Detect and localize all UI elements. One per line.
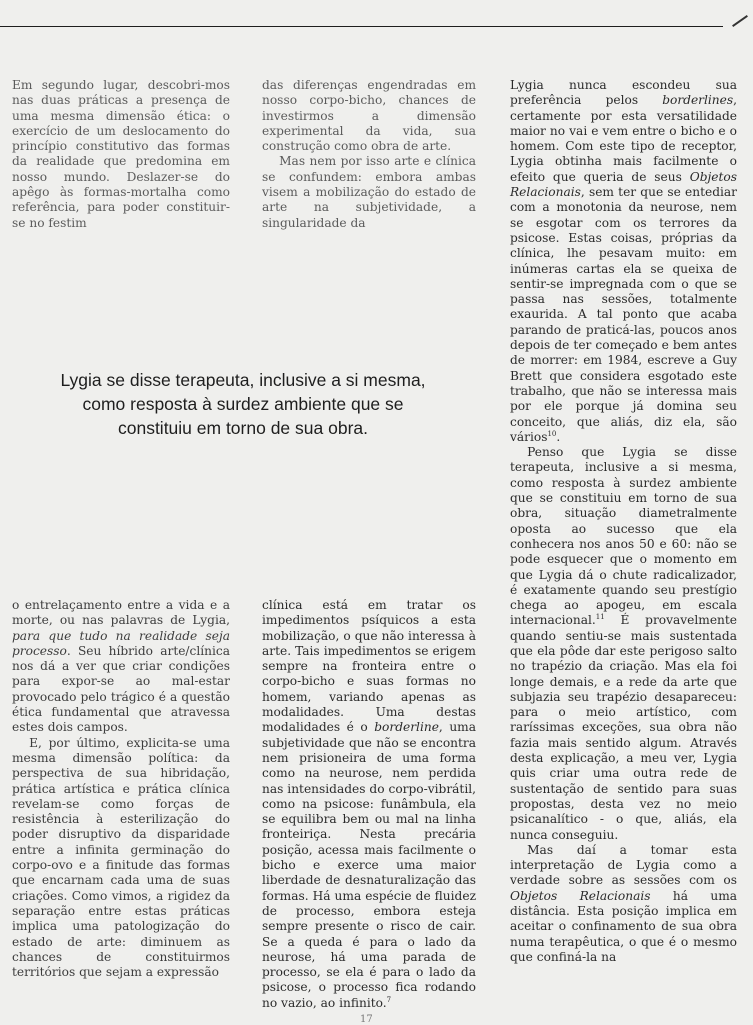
col1-bottom-paragraph-2: E, por último, explicita-se uma mesma dimensão política: da perspectiva de sua hibridação, prática artística e prática clínica revelam-se como forças de resistência à esterilização do poder disruptivo da disparidade entre a infinita germinação do corpo-ovo e a finitude das formas que encarnam cada uma de suas criações. Como vimos, a rigidez da separação entre estas práticas implica uma patologização do estado de arte: diminuem as chances de constituirmos territórios que sejam a expressão [12, 735, 230, 980]
col2-top-paragraph-2: Mas nem por isso arte e clínica se confundem: embora ambas visem a mobilização do estado de arte na subjetividade, a singularidade da [262, 154, 476, 230]
pull-quote-line-3: constituiu em torno de sua obra. [117, 418, 368, 438]
column-2-top [262, 78, 476, 231]
corner-mark [732, 15, 748, 27]
page-number: 17 [360, 1014, 373, 1025]
pull-quote-line-2: como resposta à surdez ambiente que se [82, 394, 404, 414]
column-3 [510, 78, 737, 965]
col2-bottom-paragraph: clínica está em tratar os impedimentos psíquicos a esta mobilização, o que não interessa à arte. Tais impedimentos se erigem sempre na fronteira entre o corpo-bicho e suas formas no homem, variando apenas as modalidades. Uma destas modalidades é o borderline, uma subjetividade que não se encontra nem prisioneira de uma forma como na neurose, nem perdida nas intensidades do corpo-vibrátil, como na psicose: funâmbula, ela se equilibra bem ou mal na linha fronteiriça. Nesta precária posição, acessa mais facilmente o bicho e exerce uma maior liberdade de desnaturalização das formas. Há uma espécie de fluidez de processo, embora esteja sempre presente o risco de cair. Se a queda é para o lado da neurose, há uma parada de processo, se ela é para o lado da psicose, o processo fica rodando no vazio, ao infinito.$^7$ [262, 598, 476, 1010]
footnote-ref-11: 11 [595, 613, 605, 622]
col1-top-paragraph: Em segundo lugar, descobri-mos nas duas práticas a presença de uma mesma dimensão ética: o exercício de um deslocamento do princípio constitutivo das formas da realidade que predomina em nosso mundo. Deslazer-se do apêgo às formas-mortalha como referência, para poder constituir-se no festim [12, 78, 230, 230]
col3-paragraph-3: Mas daí a tomar esta interpretação de Lygia como a verdade sobre as sessões com os Objetos Relacionais há uma distância. Esta posição implica em aceitar o confinamento de sua obra numa terapêutica, o que é o mesmo que confiná-la na [510, 842, 738, 964]
col3-paragraph-1: Lygia nunca escondeu sua preferência pelos borderlines, certamente por esta versatilidade maior no vai e vem entre o bicho e o homem. Com este tipo de receptor, Lygia obtinha mais facilmente o efeito que queria de seus Objetos Relacionais, sem ter que se entediar com a monotonia da neurose, nem se esgotar com os terrores da psicose. Estas coisas, próprias da clínica, lhe pesavam muito: em inúmeras cartas ela se queixa de sentir-se impregnada com o que se passa nas sessões, totalmente exaurida. A tal ponto que acaba parando de praticá-las, poucos anos depois de ter começado e bem antes de morrer: em 1984, escreve a Guy Brett que considera esgotado este trabalho, que não se interessa mais por ele porque já domina seu conceito, que aliás, diz ela, são vários$^{10}$. [510, 78, 737, 444]
pull-quote-line-1: Lygia se disse terapeuta, inclusive a si mesma, [60, 370, 426, 390]
footnote-ref-10: 10 [547, 429, 557, 438]
pull-quote [30, 368, 456, 440]
top-rule [0, 26, 723, 27]
footnote-ref-7: 7 [386, 995, 392, 1004]
col3-paragraph-2: Penso que Lygia se disse terapeuta, inclusive a si mesma, como resposta à surdez ambiente que se constituiu em torno de sua obra, situação diametralmente oposta ao sucesso que ela conhecera nos anos 50 e 60: não se pode esquecer que o momento em que Lygia dá o chute radicalizador, é exatamente quando seu prestígio chega ao apogeu, em escala internacional.$^{11}$ É provavelmente quando sentiu-se mais sustentada que ela pôde dar este perigoso salto no trapézio da criação. Mas ela foi longe demais, e a rede da arte que subjazia seu trapézio desapareceu: para o meio artístico, com raríssimas exceções, sua obra não fazia mais sentido algum. Através desta explicação, a meu ver, Lygia quis criar uma outra rede de sustentação de sentido para suas propostas, desta vez no meio psicanalítico - o que, aliás, ela nunca conseguiu. [510, 445, 737, 842]
column-2-bottom [262, 598, 476, 1011]
borderline-term: borderline [374, 720, 439, 735]
col2-top-paragraph-1: das diferenças engendradas em nosso corpo-bicho, chances de investirmos a dimensão experimental da vida, sua construção como obra de arte. [262, 78, 476, 154]
col1-bottom-paragraph-1: o entrelaçamento entre a vida e a morte, ou nas palavras de Lygia, para que tudo na realidade seja processo. Seu híbrido arte/clínica nos dá a ver que criar condições para expor-se ao mal-estar provocado pelo trágico é a questão ética fundamental que atravessa estes dois campos. [12, 598, 230, 735]
column-1-bottom [12, 598, 230, 980]
column-1-top [12, 78, 230, 231]
lygia-quote: para que tudo na realidade seja processo [12, 628, 230, 658]
